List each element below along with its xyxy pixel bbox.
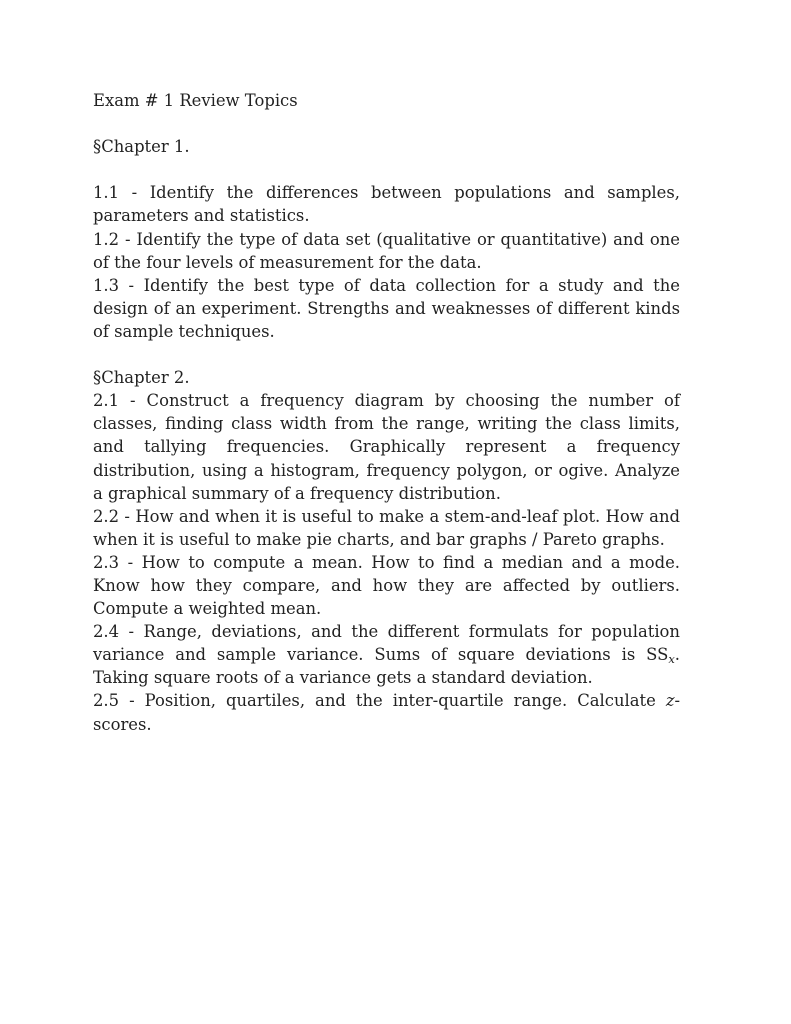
topic-text: Construct a frequency diagram by choosing the number of classes, finding class width from the range, writing the class limits, and tallying frequencies. Graphically represent a frequency distribution, using a histogram, frequency polygon, or ogive. Analyze a graphical summary of a frequency distribution. [93, 391, 680, 503]
topic-text: Range, deviations, and the different formulats for population variance and sample variance. Sums of square deviations is SS [93, 622, 680, 665]
spacer [93, 112, 680, 135]
topic-1-1: 1.1 - Identify the differences between populations and samples, parameters and statistics. [93, 183, 680, 226]
chapter-1-heading: §Chapter 1. [93, 137, 190, 157]
chapter-2-heading: §Chapter 2. [93, 368, 190, 388]
topic-text-continued: -scores. [93, 691, 680, 734]
document-page [93, 89, 680, 736]
topic-text: Identify the differences between populations and samples, parameters and statistics. [93, 183, 680, 226]
topic-number: 1.1 [93, 183, 120, 203]
topic-number: 2.1 [93, 391, 120, 411]
topic-text: Identify the best type of data collection for a study and the design of an experiment. Strengths and weaknesses of different kinds of sample techniques. [93, 275, 680, 341]
topic-number: 2.4 [93, 622, 120, 642]
document-title: Exam # 1 Review Topics [93, 91, 298, 110]
topic-number: 2.2 [93, 506, 120, 526]
math-variable: z [665, 691, 675, 711]
topic-text: How to compute a mean. How to find a median and a mode. Know how they compare, and how they are affected by outliers. Compute a weighted mean. [93, 552, 680, 619]
topic-2-1: 2.1 - Construct a frequency diagram by choosing the number of classes, finding class width from the range, writing the class limits, and tallying frequencies. Graphically represent a frequency distribution, using a histogram, frequency polygon, or ogive. Analyze a graphical summary of a frequency distribution. [93, 391, 680, 503]
topic-number: 1.2 [93, 229, 120, 249]
topic-number: 2.3 [93, 552, 120, 572]
spacer [93, 343, 680, 366]
math-subscript: x [668, 652, 675, 667]
topic-1-2: 1.2 - Identify the type of data set (qualitative or quantitative) and one of the four levels of measurement for the data. [93, 229, 680, 272]
topic-number: 2.5 [93, 691, 120, 711]
topic-text: Identify the type of data set (qualitative or quantitative) and one of the four levels of measurement for the data. [93, 229, 680, 272]
topic-2-3: 2.3 - How to compute a mean. How to find a median and a mode. Know how they compare, and how they are affected by outliers. Compute a weighted mean. [93, 552, 680, 619]
topic-1-3: 1.3 - Identify the best type of data collection for a study and the design of an experiment. Strengths and weaknesses of different kinds of sample techniques. [93, 275, 680, 341]
topic-2-2: 2.2 - How and when it is useful to make a stem-and-leaf plot. How and when it is useful to make pie charts, and bar graphs / Pareto graphs. [93, 506, 680, 549]
spacer [93, 158, 680, 181]
topic-text: How and when it is useful to make a stem-and-leaf plot. How and when it is useful to make pie charts, and bar graphs / Pareto graphs. [93, 506, 680, 549]
topic-number: 1.3 [93, 275, 120, 295]
topic-text-continued: . Taking square roots of a variance gets a standard deviation. [93, 645, 680, 688]
topic-2-5: 2.5 - Position, quartiles, and the inter-quartile range. Calculate z-scores. [93, 691, 680, 734]
topic-2-4: 2.4 - Range, deviations, and the different formulats for population variance and sample variance. Sums of square deviations is $SS_x$. Taking square roots of a variance gets a standard deviation. [93, 622, 680, 688]
topic-text: Position, quartiles, and the inter-quartile range. Calculate [144, 691, 666, 711]
